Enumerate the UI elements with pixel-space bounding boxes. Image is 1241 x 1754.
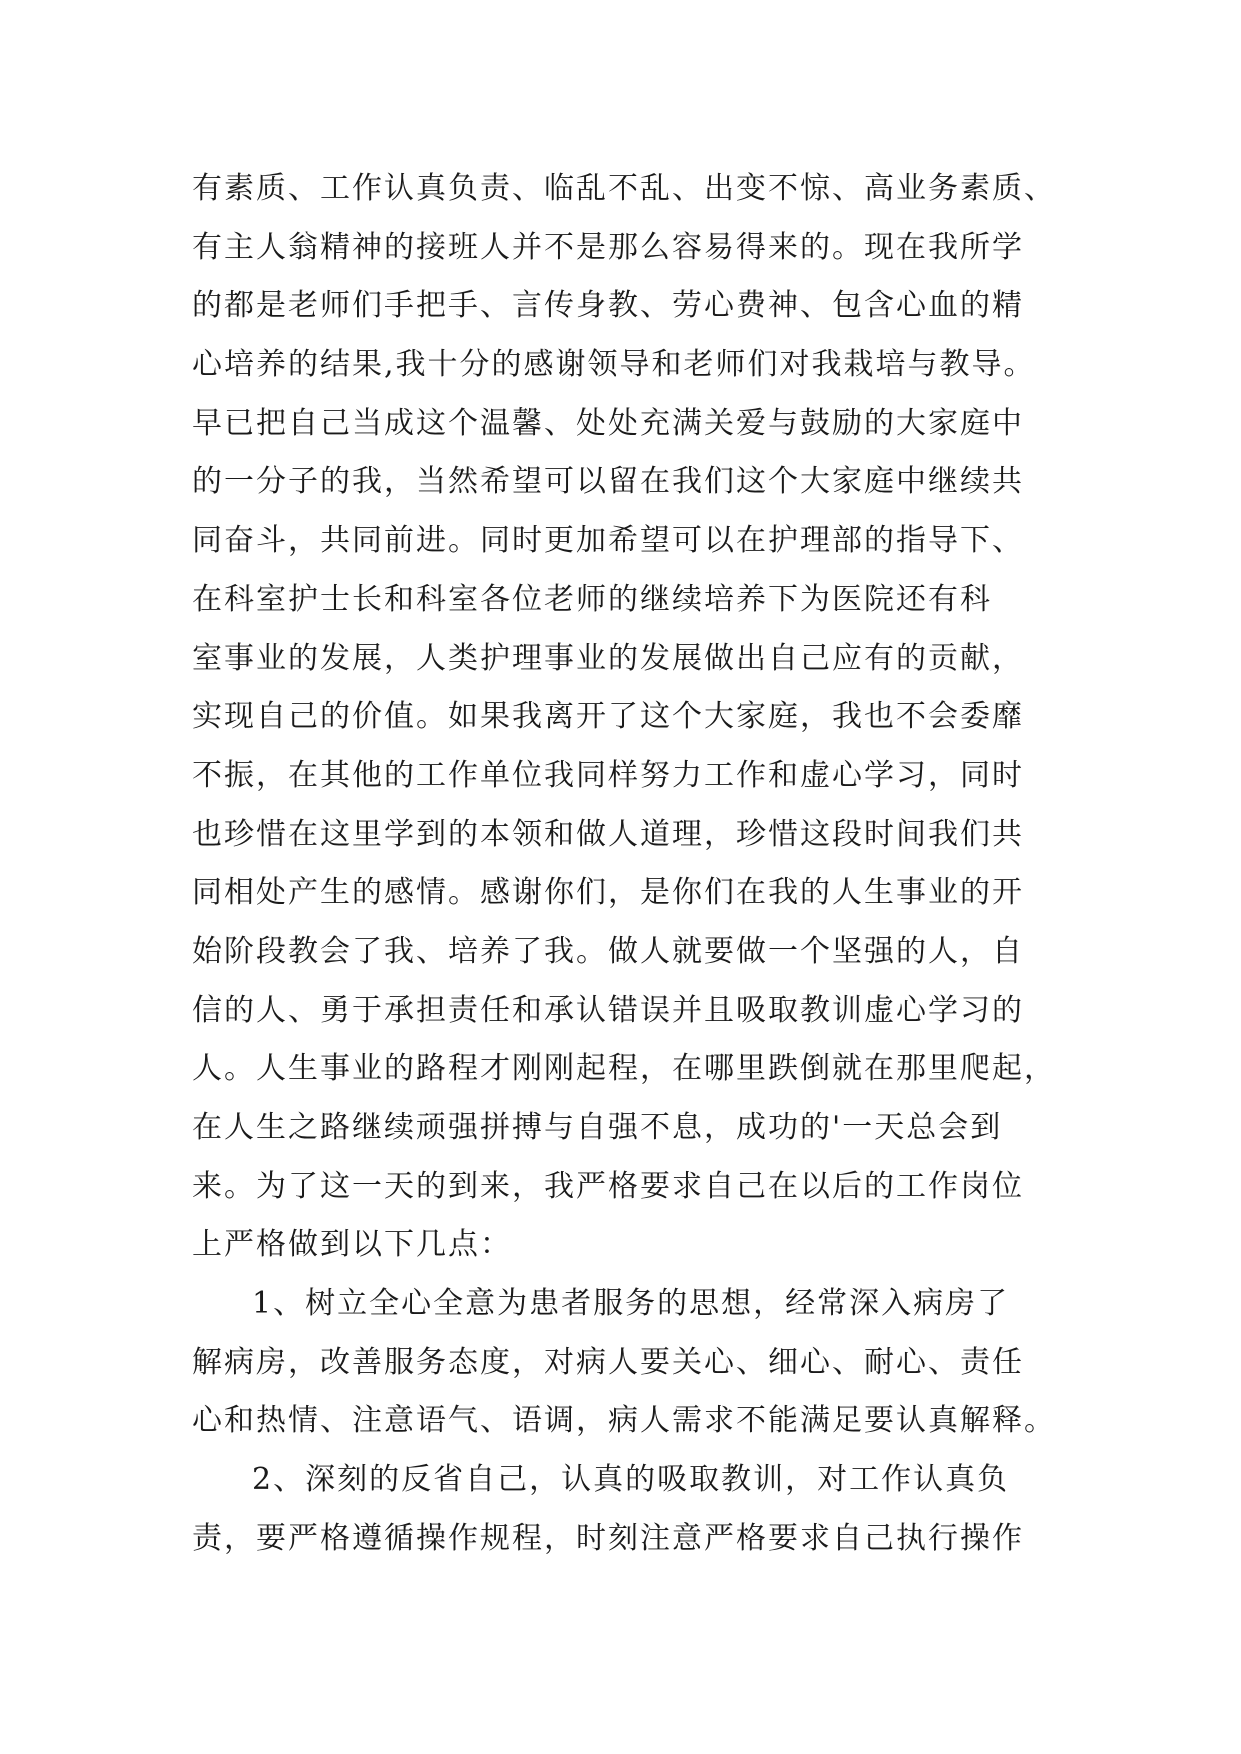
text-line: 的一分子的我，当然希望可以留在我们这个大家庭中继续共 (192, 464, 1024, 500)
text-line: 同相处产生的感情。感谢你们，是你们在我的人生事业的开 (192, 875, 1024, 911)
text-line: 有主人翁精神的接班人并不是那么容易得来的。现在我所学 (192, 229, 1024, 265)
text-line: 解病房，改善服务态度，对病人要关心、细心、耐心、责任 (192, 1344, 1024, 1380)
text-line: 人。人生事业的路程才刚刚起程，在哪里跌倒就在那里爬起， (192, 1051, 1056, 1087)
text-line: 心培养的结果,我十分的感谢领导和老师们对我栽培与教导。 (192, 347, 1036, 383)
text-line: 有素质、工作认真负责、临乱不乱、出变不惊、高业务素质、 (192, 171, 1056, 206)
text-line: 也珍惜在这里学到的本领和做人道理，珍惜这段时间我们共 (192, 816, 1024, 852)
text-line: 同奋斗，共同前进。同时更加希望可以在护理部的指导下、 (192, 523, 1024, 559)
text-line: 早已把自己当成这个温馨、处处充满关爱与鼓励的大家庭中 (192, 405, 1024, 441)
body-text (192, 160, 1072, 1569)
text-line: 上严格做到以下几点： (192, 1227, 512, 1263)
text-line: 2、深刻的反省自己，认真的吸取教训，对工作认真负 (252, 1462, 1010, 1498)
text-line: 在科室护士长和科室各位老师的继续培养下为医院还有科 (192, 581, 992, 617)
text-line: 来。为了这一天的到来，我严格要求自己在以后的工作岗位 (192, 1168, 1024, 1204)
text-line: 实现自己的价值。如果我离开了这个大家庭，我也不会委靡 (192, 699, 1024, 735)
text-line: 在人生之路继续顽强拼搏与自强不息，成功的'一天总会到 (192, 1110, 1003, 1145)
text-line: 室事业的发展，人类护理事业的发展做出自己应有的贡献， (192, 640, 1024, 676)
text-line: 不振，在其他的工作单位我同样努力工作和虚心学习，同时 (192, 757, 1024, 793)
text-line: 始阶段教会了我、培养了我。做人就要做一个坚强的人，自 (192, 933, 1024, 969)
text-line: 1、树立全心全意为患者服务的思想，经常深入病房了 (252, 1286, 1010, 1322)
text-line: 责，要严格遵循操作规程，时刻注意严格要求自己执行操作 (192, 1520, 1024, 1556)
text-line: 的都是老师们手把手、言传身教、劳心费神、包含心血的精 (192, 288, 1024, 324)
text-line: 心和热情、注意语气、语调，病人需求不能满足要认真解释。 (192, 1403, 1056, 1439)
text-line: 信的人、勇于承担责任和承认错误并且吸取教训虚心学习的 (192, 992, 1024, 1028)
